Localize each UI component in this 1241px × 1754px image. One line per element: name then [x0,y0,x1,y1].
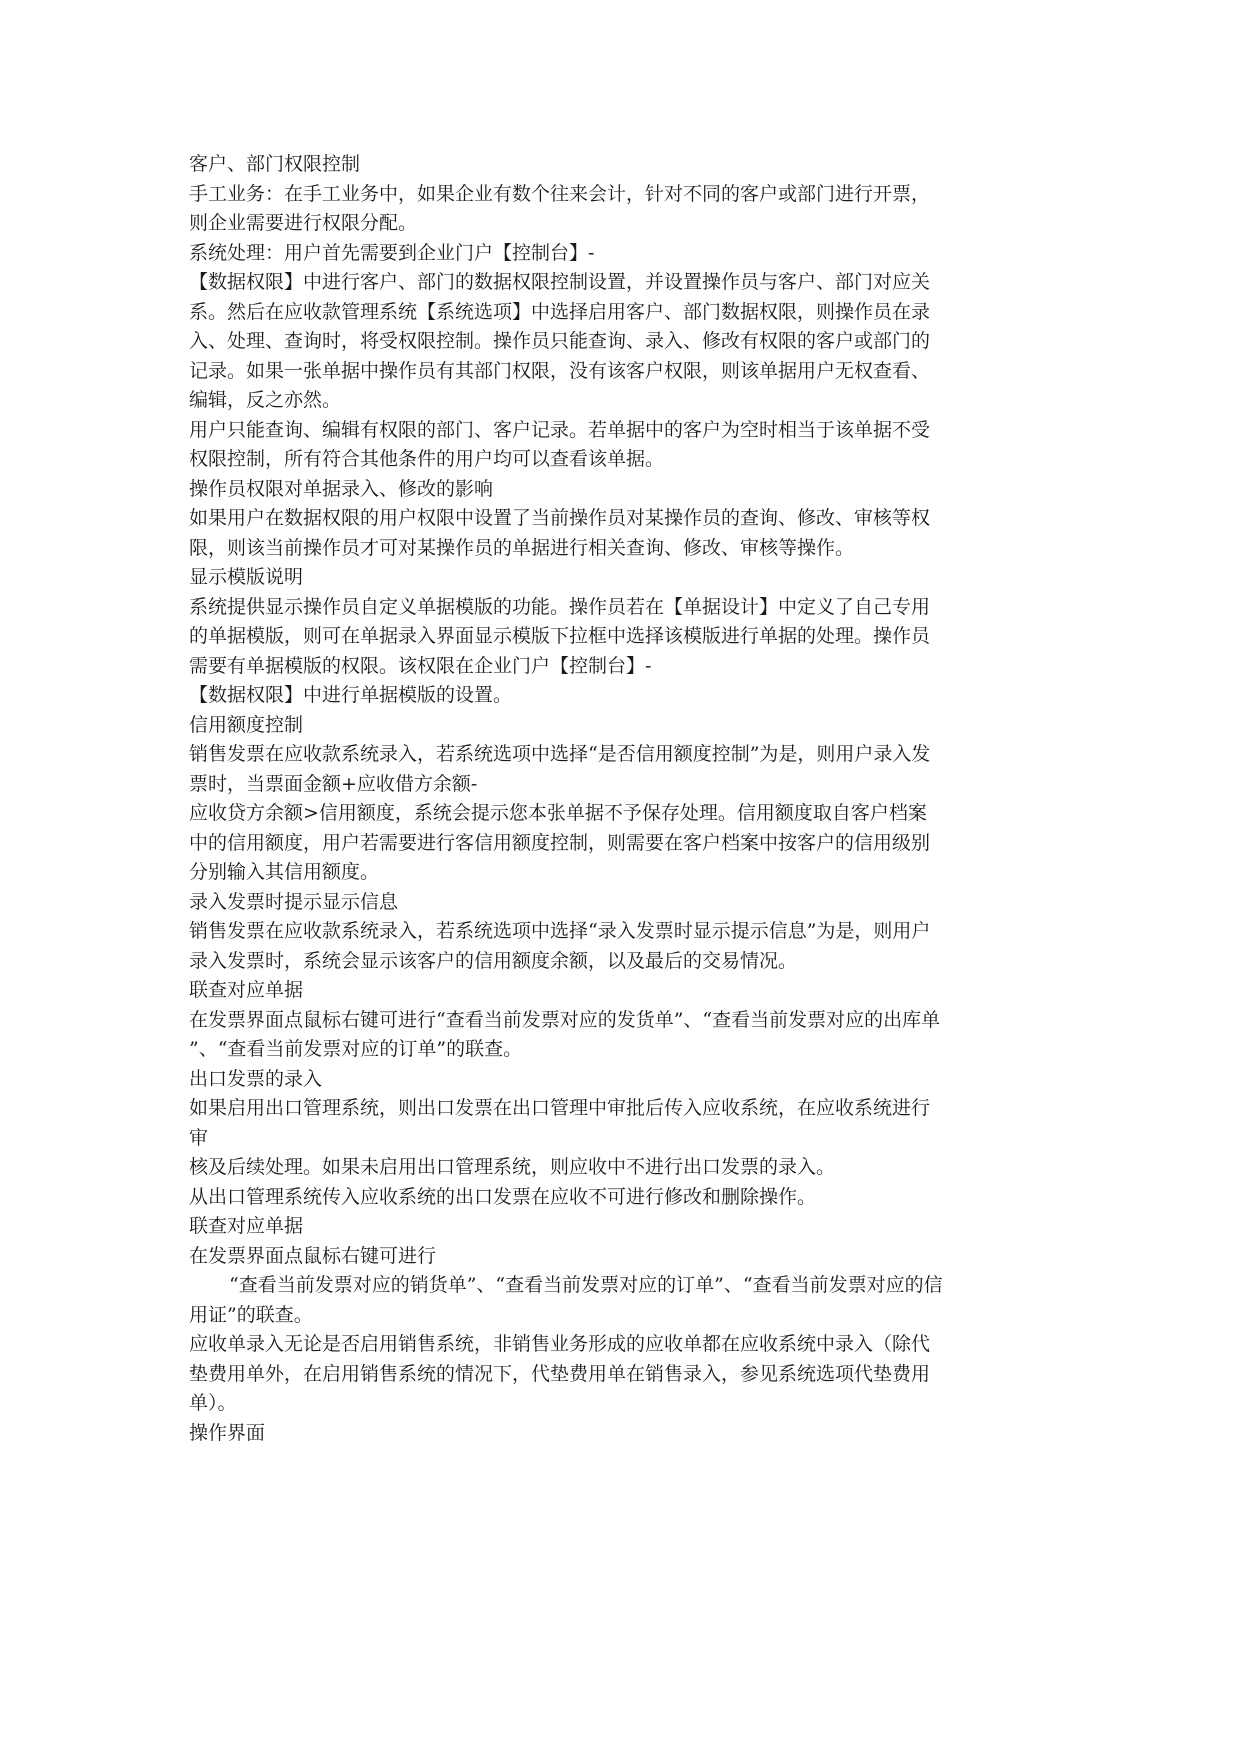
heading-linked-documents-2: 联查对应单据 [189,1215,304,1237]
text-line: 记录。如果一张单据中操作员有其部门权限，没有该客户权限，则该单据用户无权查看、 [189,359,931,382]
text-line: 销售发票在应收款系统录入，若系统选项中选择“是否信用额度控制”为是，则用户录入发 [189,743,931,765]
text-line: 系统提供显示操作员自定义单据模版的功能。操作员若在【单据设计】中定义了自己专用 [189,595,931,618]
text-line: 垫费用单外，在启用销售系统的情况下，代垫费用单在销售录入，参见系统选项代垫费用 [189,1362,931,1385]
text-line: 核及后续处理。如果未启用出口管理系统，则应收中不进行出口发票的录入。 [189,1156,836,1178]
text-line: 入、处理、查询时，将受权限控制。操作员只能查询、录入、修改有权限的客户或部门的 [189,330,931,352]
text-line: 手工业务：在手工业务中，如果企业有数个往来会计，针对不同的客户或部门进行开票， [189,182,931,205]
heading-linked-documents: 联查对应单据 [189,979,304,1001]
heading-operator-permission: 操作员权限对单据录入、修改的影响 [189,477,494,500]
text-line: 用证”的联查。 [189,1303,313,1326]
heading-credit-limit: 信用额度控制 [189,713,304,736]
text-line: 应收贷方余额>信用额度，系统会提示您本张单据不予保存处理。信用额度取自客户档案 [189,802,927,824]
document-body [189,150,1059,1448]
text-line: 应收单录入无论是否启用销售系统，非销售业务形成的应收单都在应收系统中录入（除代 [189,1333,931,1355]
text-line: 【数据权限】中进行客户、部门的数据权限控制设置，并设置操作员与客户、部门对应关 [189,271,931,293]
heading-display-template: 显示模版说明 [189,566,304,588]
text-line: 权限控制，所有符合其他条件的用户均可以查看该单据。 [189,448,665,470]
text-line: 用户只能查询、编辑有权限的部门、客户记录。若单据中的客户为空时相当于该单据不受 [189,418,931,441]
text-line: ”、“查看当前发票对应的订单”的联查。 [189,1038,523,1060]
text-line: 中的信用额度，用户若需要进行客信用额度控制，则需要在客户档案中按客户的信用级别 [189,831,931,854]
text-line: 分别输入其信用额度。 [189,861,380,883]
text-line: “查看当前发票对应的销货单”、“查看当前发票对应的订单”、“查看当前发票对应的信 [229,1274,943,1296]
text-line: 系。然后在应收款管理系统【系统选项】中选择启用客户、部门数据权限，则操作员在录 [189,300,931,323]
text-line: 在发票界面点鼠标右键可进行 [189,1244,437,1267]
heading-export-invoice: 出口发票的录入 [189,1067,323,1090]
text-line: 从出口管理系统传入应收系统的出口发票在应收不可进行修改和删除操作。 [189,1185,817,1208]
heading-customer-dept-permission: 客户、部门权限控制 [189,153,361,175]
text-line: 票时，当票面金额+应收借方余额- [189,772,478,795]
heading-operation-interface: 操作界面 [189,1421,266,1444]
text-line: 限，则该当前操作员才可对某操作员的单据进行相关查询、修改、审核等操作。 [189,536,855,559]
text-line: 审 [189,1126,209,1149]
text-line: 如果启用出口管理系统，则出口发票在出口管理中审批后传入应收系统，在应收系统进行 [189,1097,931,1119]
text-line: 录入发票时，系统会显示该客户的信用额度余额，以及最后的交易情况。 [189,949,798,972]
text-line: 在发票界面点鼠标右键可进行“查看当前发票对应的发货单”、“查看当前发票对应的出库单 [189,1008,941,1031]
text-line: 单）。 [189,1392,237,1414]
text-line: 【数据权限】中进行单据模版的设置。 [189,684,513,706]
text-line: 则企业需要进行权限分配。 [189,212,418,234]
text-line: 如果用户在数据权限的用户权限中设置了当前操作员对某操作员的查询、修改、审核等权 [189,507,931,529]
text-line: 销售发票在应收款系统录入，若系统选项中选择“录入发票时显示提示信息”为是，则用户 [189,920,931,942]
text-line: 系统处理：用户首先需要到企业门户【控制台】- [189,241,595,264]
text-line: 需要有单据模版的权限。该权限在企业门户【控制台】- [189,654,652,677]
text-line: 编辑，反之亦然。 [189,389,342,411]
heading-invoice-prompt: 录入发票时提示显示信息 [189,890,399,913]
text-line: 的单据模版，则可在单据录入界面显示模版下拉框中选择该模版进行单据的处理。操作员 [189,625,931,647]
